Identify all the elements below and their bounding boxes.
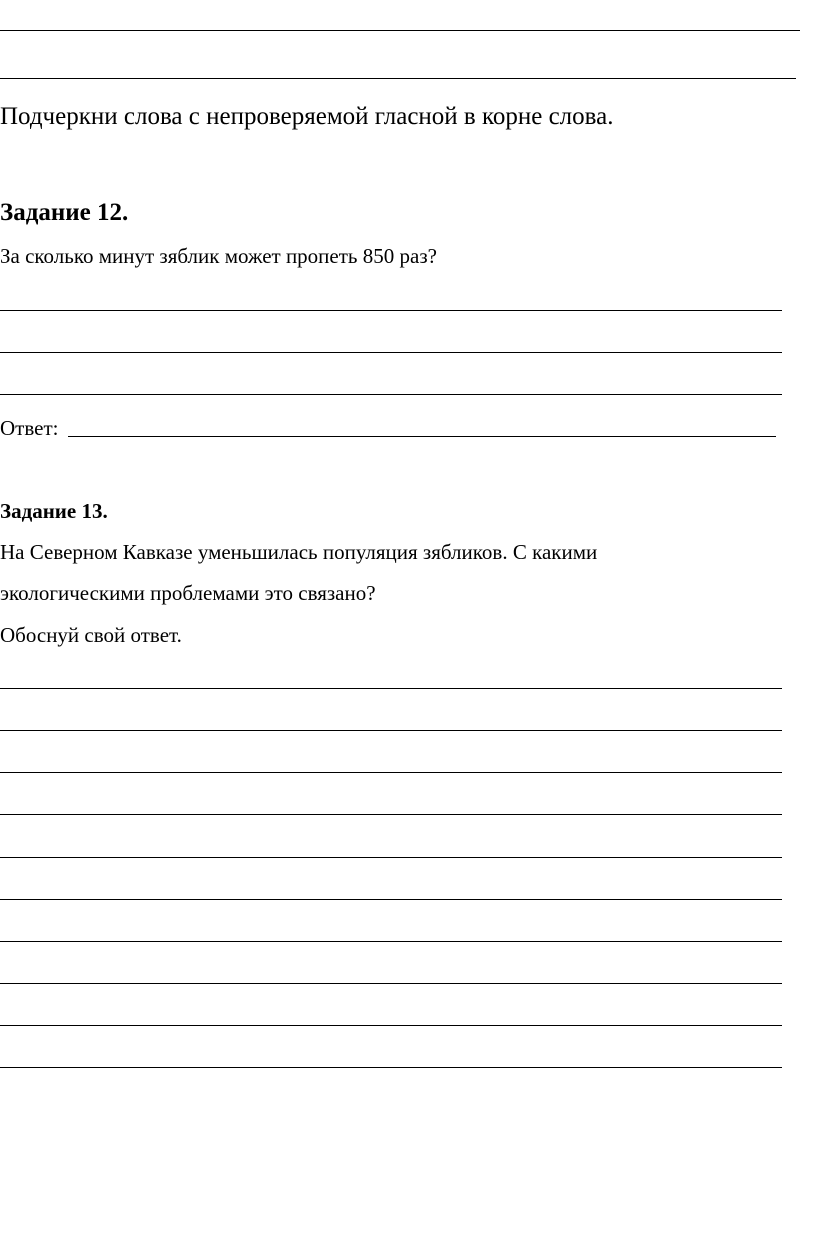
underline-instruction: Подчеркни слова с непроверяемой гласной в корне слова. [0,103,614,130]
task-13-answer-line-4[interactable] [0,814,782,815]
task-13-answer-line-1[interactable] [0,688,782,689]
task-13-answer-line-5[interactable] [0,857,782,858]
task-13-answer-line-10[interactable] [0,1067,782,1068]
task-12-answer-line-1[interactable] [0,310,782,311]
task-12-answer-label: Ответ: [0,416,59,440]
task-13-answer-line-7[interactable] [0,941,782,942]
task-13-answer-line-6[interactable] [0,899,782,900]
top-answer-line-2 [0,78,796,79]
task-12-answer-line-2[interactable] [0,352,782,353]
task-12-heading: Задание 12. [0,199,129,226]
task-13-answer-line-2[interactable] [0,730,782,731]
task-12-answer-field[interactable] [68,436,776,437]
task-12-question: За сколько минут зяблик может пропеть 850 раз? [0,244,437,268]
task-13-question-line-2: экологическими проблемами это связано? [0,581,376,605]
task-13-answer-line-3[interactable] [0,772,782,773]
task-13-prompt: Обоснуй свой ответ. [0,623,182,647]
task-13-heading: Задание 13. [0,499,108,523]
task-13-question-line-1: На Северном Кавказе уменьшилась популяция зябликов. С какими [0,540,598,564]
task-12-answer-line-3[interactable] [0,394,782,395]
task-13-answer-line-8[interactable] [0,983,782,984]
top-answer-line-1 [0,30,800,31]
task-13-answer-line-9[interactable] [0,1025,782,1026]
